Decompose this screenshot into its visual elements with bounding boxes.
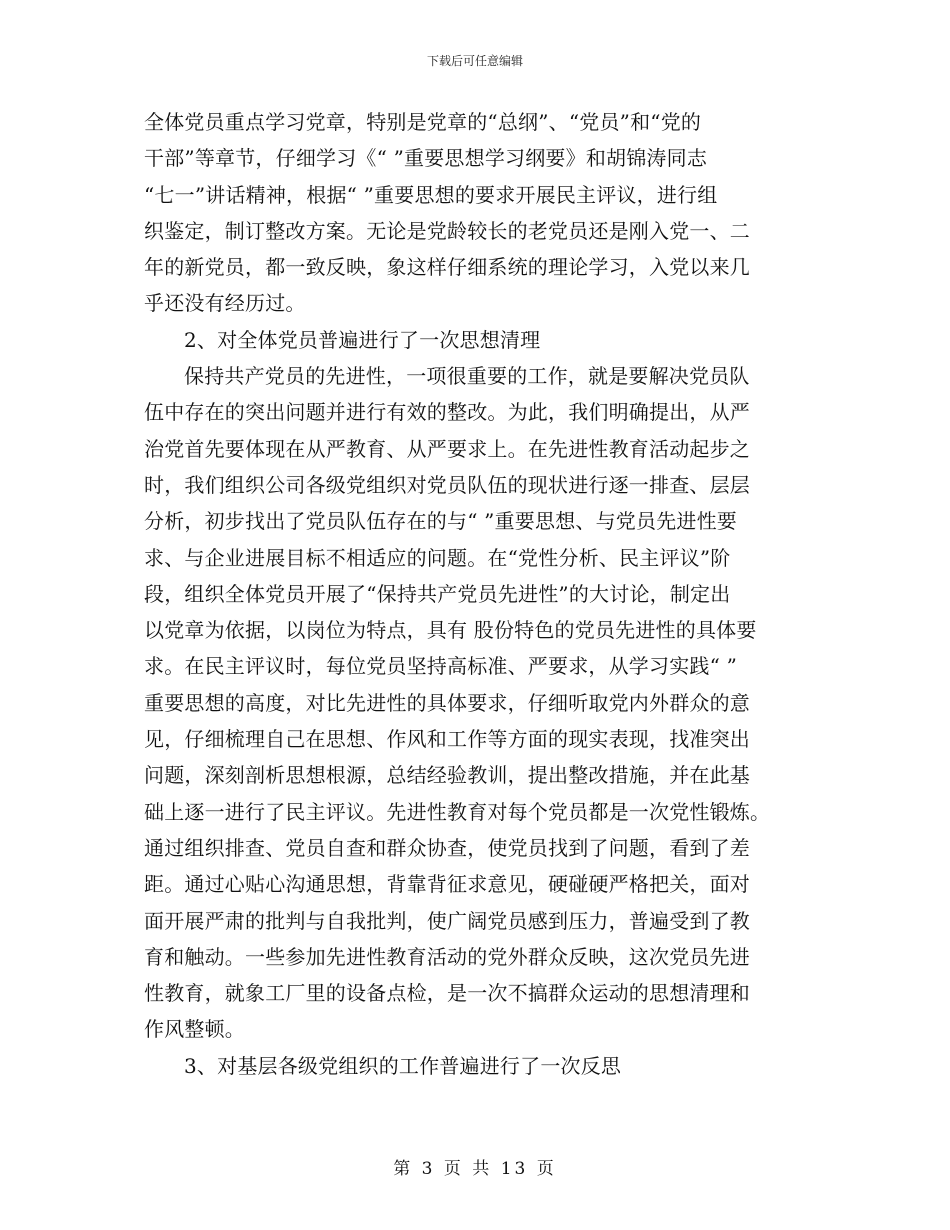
text-line: 求、与企业进展目标不相适应的问题。在“党性分析、民主评议”阶 xyxy=(144,545,731,570)
text-line: 伍中存在的突出问题并进行有效的整改。为此，我们明确提出，从严 xyxy=(144,400,750,425)
text-line: 保持共产党员的先进性，一项很重要的工作，就是要解决党员队 xyxy=(184,364,750,389)
text-line: 础上逐一进行了民主评议。先进性教育对每个党员都是一次党性锻炼。 xyxy=(144,799,771,824)
page-footer: 第 3 页 共 13 页 xyxy=(393,1159,557,1179)
text-line: 段，组织全体党员开展了“保持共产党员先进性”的大讨论，制定出 xyxy=(144,581,731,606)
text-line: 作风整顿。 xyxy=(144,1017,245,1042)
text-line: 全体党员重点学习党章，特别是党章的“总纲”、“党员”和“党的 xyxy=(144,110,702,134)
text-line: 干部”等章节，仔细学习《“ ”重要思想学习纲要》和胡锦涛同志 xyxy=(144,146,708,171)
section-heading: 2、对全体党员普遍进行了一次思想清理 xyxy=(184,327,541,352)
text-line: 距。通过心贴心沟通思想，背靠背征求意见，硬碰硬严格把关，面对 xyxy=(144,872,750,897)
text-line: 育和触动。一些参加先进性教育活动的党外群众反映，这次党员先进 xyxy=(144,944,750,969)
text-line: 性教育，就象工厂里的设备点检，是一次不搞群众运动的思想清理和 xyxy=(144,981,750,1006)
text-line: 重要思想的高度，对比先进性的具体要求，仔细听取党内外群众的意 xyxy=(144,690,750,715)
text-line: 织鉴定，制订整改方案。无论是党龄较长的老党员还是刚入党一、二 xyxy=(144,218,750,243)
text-line: 通过组织排查、党员自查和群众协查，使党员找到了问题，看到了差 xyxy=(144,835,750,860)
text-line: “七一”讲话精神，根据“ ”重要思想的要求开展民主评议，进行组 xyxy=(144,182,718,207)
page-header: 下载后可任意编辑 xyxy=(426,54,523,68)
text-line: 问题，深刻剖析思想根源，总结经验教训，提出整改措施，并在此基 xyxy=(144,763,750,788)
document-body xyxy=(144,104,804,1084)
text-line: 面开展严肃的批判与自我批判，使广阔党员感到压力，普遍受到了教 xyxy=(144,908,750,933)
text-line: 以党章为依据，以岗位为特点，具有 股份特色的党员先进性的具体要 xyxy=(144,618,757,643)
text-line: 分析，初步找出了党员队伍存在的与“ ”重要思想、与党员先进性要 xyxy=(144,509,738,534)
text-line: 年的新党员，都一致反映，象这样仔细系统的理论学习，入党以来几 xyxy=(144,255,750,280)
text-line: 见，仔细梳理自己在思想、作风和工作等方面的现实表现，找准突出 xyxy=(144,727,750,752)
text-line: 乎还没有经历过。 xyxy=(144,291,306,316)
text-line: 治党首先要体现在从严教育、从严要求上。在先进性教育活动起步之 xyxy=(144,436,750,461)
section-heading: 3、对基层各级党组织的工作普遍进行了一次反思 xyxy=(184,1053,622,1078)
text-line: 求。在民主评议时，每位党员坚持高标准、严要求，从学习实践“ ” xyxy=(144,654,738,679)
text-line: 时，我们组织公司各级党组织对党员队伍的现状进行逐一排查、层层 xyxy=(144,472,750,497)
